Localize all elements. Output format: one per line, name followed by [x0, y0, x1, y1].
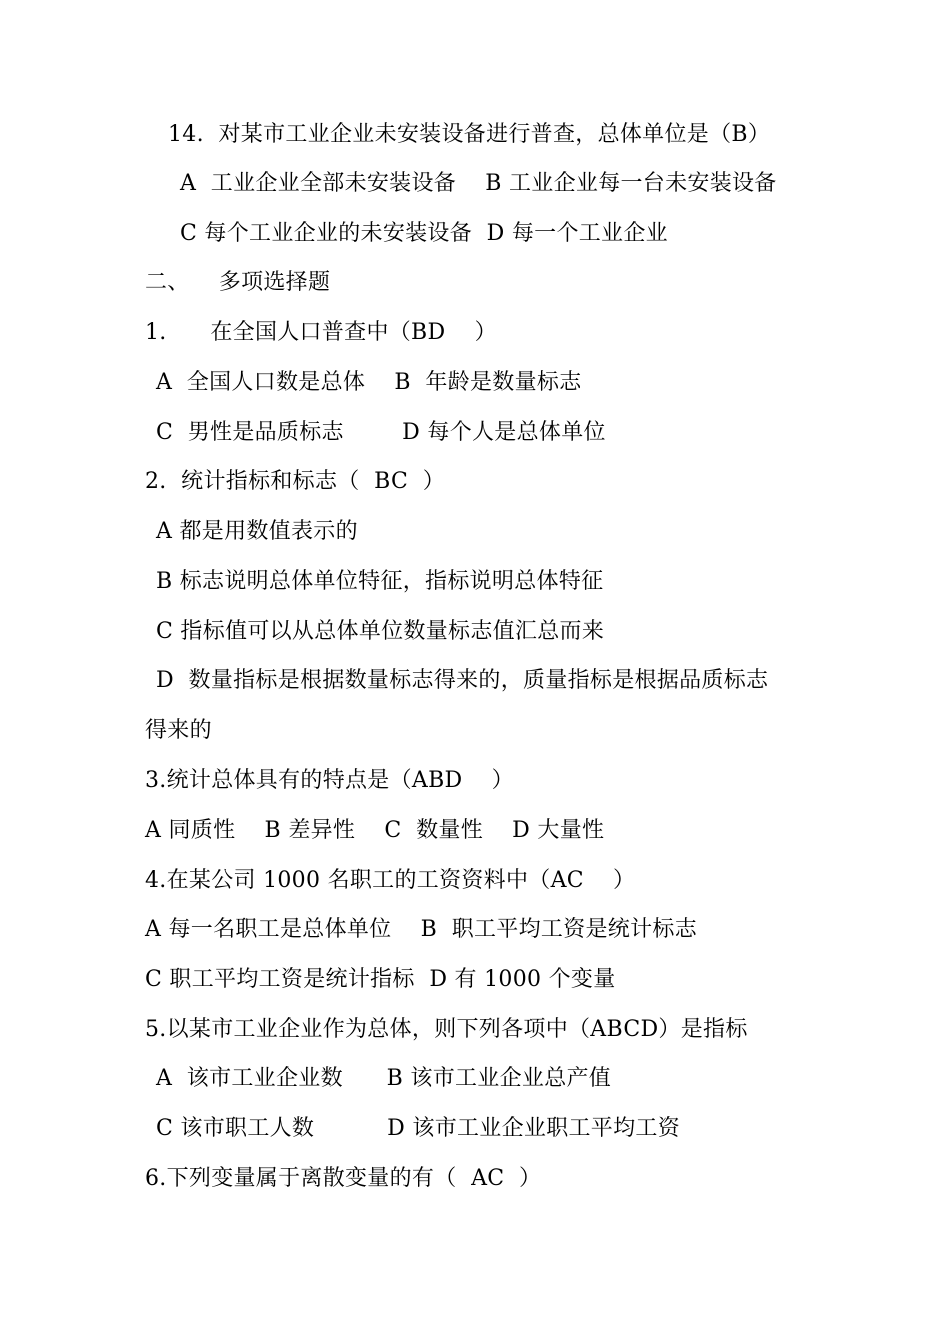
- question-5-options-ab: A 该市工业企业数 B 该市工业企业总产值: [156, 1066, 612, 1091]
- question-2-stem: 2. 统计指标和标志（ BC ）: [145, 469, 446, 494]
- question-4-options-cd: C 职工平均工资是统计指标 D 有 1000 个变量: [145, 967, 616, 992]
- question-14-stem: 14. 对某市工业企业未安装设备进行普查，总体单位是（B）: [168, 122, 771, 147]
- question-1-options-cd: C 男性是品质标志 D 每个人是总体单位: [156, 420, 606, 445]
- question-3-stem: 3.统计总体具有的特点是（ABD ）: [145, 768, 514, 793]
- question-2-option-c: C 指标值可以从总体单位数量标志值汇总而来: [156, 619, 605, 644]
- question-4-options-ab: A 每一名职工是总体单位 B 职工平均工资是统计标志: [145, 917, 698, 942]
- question-2-option-b: B 标志说明总体单位特征，指标说明总体特征: [156, 569, 604, 594]
- section-heading-multiple-choice: 二、 多项选择题: [145, 270, 331, 295]
- question-14-options-cd: C 每个工业企业的未安装设备 D 每一个工业企业: [180, 221, 668, 246]
- question-5-options-cd: C 该市职工人数 D 该市工业企业职工平均工资: [156, 1116, 680, 1141]
- question-2-option-d: D 数量指标是根据数量标志得来的，质量指标是根据品质标志: [156, 668, 769, 693]
- question-6-stem: 6.下列变量属于离散变量的有（ AC ）: [145, 1166, 542, 1191]
- question-2-option-a: A 都是用数值表示的: [156, 519, 358, 544]
- question-1-stem: 1. 在全国人口普查中（BD ）: [145, 320, 497, 345]
- question-3-options: A 同质性 B 差异性 C 数量性 D 大量性: [145, 818, 605, 843]
- question-5-stem: 5.以某市工业企业作为总体，则下列各项中（ABCD）是指标: [145, 1017, 748, 1042]
- question-14-options-ab: A 工业企业全部未安装设备 B 工业企业每一台未安装设备: [180, 171, 777, 196]
- question-1-options-ab: A 全国人口数是总体 B 年龄是数量标志: [156, 370, 582, 395]
- question-2-option-d-continued: 得来的: [145, 718, 212, 743]
- question-4-stem: 4.在某公司 1000 名职工的工资资料中（AC ）: [145, 868, 636, 893]
